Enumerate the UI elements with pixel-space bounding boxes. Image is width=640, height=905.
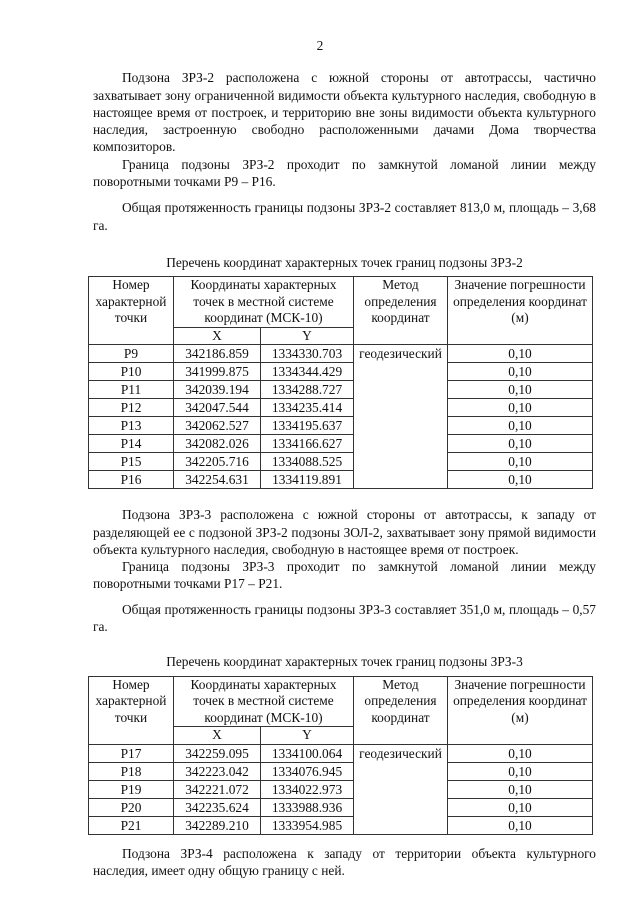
- cell-x: 342062.527: [174, 417, 261, 435]
- cell-x: 342223.042: [174, 762, 261, 780]
- header-x: X: [174, 327, 261, 345]
- cell-point: Р20: [89, 798, 174, 816]
- paragraph-zrz2-boundary: [93, 156, 596, 191]
- cell-x: 342047.544: [174, 399, 261, 417]
- cell-error: 0,10: [448, 363, 593, 381]
- cell-point: Р10: [89, 363, 174, 381]
- paragraph-text: Подзона ЗРЗ-4 расположена к западу от территории объекта культурного наследия, имеет одну общую границу с ней.: [93, 845, 596, 878]
- paragraph-zrz2-length: [93, 199, 596, 234]
- cell-point: Р16: [89, 471, 174, 489]
- table-row: [89, 798, 593, 816]
- cell-x: 342259.095: [174, 744, 261, 762]
- table-row: [89, 435, 593, 453]
- cell-point: Р15: [89, 453, 174, 471]
- table-row: [89, 816, 593, 834]
- cell-y: 1333988.936: [261, 798, 354, 816]
- cell-x: 341999.875: [174, 363, 261, 381]
- table-row: [89, 762, 593, 780]
- table-row: [89, 399, 593, 417]
- header-x: X: [174, 727, 261, 745]
- paragraph-text: Подзона ЗРЗ-2 расположена с южной стороны от автотрассы, частично захватывает зону ограниченной видимости объекта культурного наследия, свободную в настоящее время от построек, и территорию вне зоны видимости объекта культурного наследия, застроенную свободно расположенными дачами Дома творчества композиторов.: [93, 70, 596, 155]
- cell-error: 0,10: [448, 399, 593, 417]
- table1-caption: Перечень координат характерных точек границ подзоны ЗРЗ-2: [166, 254, 523, 270]
- cell-y: 1334330.703: [261, 345, 354, 363]
- cell-point: Р13: [89, 417, 174, 435]
- table-row: [89, 417, 593, 435]
- table-row: [89, 471, 593, 489]
- cell-error: 0,10: [448, 471, 593, 489]
- header-coordinates: Координаты характерных точек в местной системе координат (МСК-10): [174, 277, 354, 328]
- cell-error: 0,10: [448, 381, 593, 399]
- table-row: [89, 780, 593, 798]
- table-row: [89, 345, 593, 363]
- paragraph-zrz4-description: [93, 845, 596, 880]
- cell-error: 0,10: [448, 453, 593, 471]
- paragraph-text: Общая протяженность границы подзоны ЗРЗ-2 составляет 813,0 м, площадь – 3,68 га.: [93, 200, 596, 233]
- paragraph-text: Граница подзоны ЗРЗ-2 проходит по замкнутой ломаной линии между поворотными точками Р9 – Р16.: [93, 156, 596, 190]
- cell-y: 1334119.891: [261, 471, 354, 489]
- cell-y: 1334288.727: [261, 381, 354, 399]
- cell-x: 342039.194: [174, 381, 261, 399]
- cell-y: 1333954.985: [261, 816, 354, 834]
- paragraph-zrz2-description: [93, 69, 596, 155]
- cell-y: 1334076.945: [261, 762, 354, 780]
- cell-x: 342205.716: [174, 453, 261, 471]
- cell-y: 1334022.973: [261, 780, 354, 798]
- cell-error: 0,10: [448, 345, 593, 363]
- paragraph-zrz3-boundary: [93, 558, 596, 593]
- cell-error: 0,10: [448, 744, 593, 762]
- table-row: [89, 381, 593, 399]
- paragraph-text: Подзона ЗРЗ-3 расположена с южной стороны от автотрассы, к западу от разделяющей ее с подзоной ЗРЗ-2 подзоны ЗОЛ-2, захватывает зону прямой видимости объекта культурного наследия, свободную в настоящее время от построек.: [93, 507, 596, 557]
- cell-error: 0,10: [448, 798, 593, 816]
- table2-caption: Перечень координат характерных точек границ подзоны ЗРЗ-3: [166, 654, 523, 670]
- table-zrz3-coordinates: [88, 676, 593, 835]
- cell-y: 1334166.627: [261, 435, 354, 453]
- cell-x: 342186.859: [174, 345, 261, 363]
- paragraph-zrz3-length: [93, 601, 596, 636]
- cell-error: 0,10: [448, 816, 593, 834]
- cell-error: 0,10: [448, 762, 593, 780]
- cell-error: 0,10: [448, 417, 593, 435]
- cell-point: Р12: [89, 399, 174, 417]
- table-zrz2-coordinates: [88, 276, 593, 489]
- cell-y: 1334088.525: [261, 453, 354, 471]
- cell-x: 342221.072: [174, 780, 261, 798]
- cell-point: Р14: [89, 435, 174, 453]
- header-point-number: Номер характерной точки: [89, 676, 174, 744]
- header-error: Значение погрешности определения координат (м): [448, 676, 593, 744]
- page-number: 2: [316, 38, 324, 53]
- cell-x: 342289.210: [174, 816, 261, 834]
- cell-point: Р11: [89, 381, 174, 399]
- table-row: [89, 744, 593, 762]
- table-row: [89, 453, 593, 471]
- paragraph-text: Граница подзоны ЗРЗ-3 проходит по замкнутой ломаной линии между поворотными точками Р17 – Р21.: [93, 559, 596, 592]
- cell-error: 0,10: [448, 780, 593, 798]
- cell-y: 1334100.064: [261, 744, 354, 762]
- cell-point: Р17: [89, 744, 174, 762]
- cell-method: геодезический: [354, 744, 448, 834]
- cell-point: Р9: [89, 345, 174, 363]
- cell-point: Р21: [89, 816, 174, 834]
- cell-y: 1334195.637: [261, 417, 354, 435]
- cell-x: 342254.631: [174, 471, 261, 489]
- header-method: Метод определения координат: [354, 676, 448, 744]
- cell-x: 342235.624: [174, 798, 261, 816]
- header-y: Y: [261, 327, 354, 345]
- header-coordinates: Координаты характерных точек в местной системе координат (МСК-10): [174, 676, 354, 727]
- cell-method: геодезический: [354, 345, 448, 489]
- cell-x: 342082.026: [174, 435, 261, 453]
- cell-error: 0,10: [448, 435, 593, 453]
- paragraph-text: Общая протяженность границы подзоны ЗРЗ-3 составляет 351,0 м, площадь – 0,57 га.: [93, 601, 596, 635]
- cell-y: 1334344.429: [261, 363, 354, 381]
- table-row: [89, 363, 593, 381]
- header-error: Значение погрешности определения координат (м): [448, 277, 593, 345]
- header-method: Метод определения координат: [354, 277, 448, 345]
- header-point-number: Номер характерной точки: [89, 277, 174, 345]
- paragraph-zrz3-description: [93, 506, 596, 558]
- cell-point: Р18: [89, 762, 174, 780]
- cell-point: Р19: [89, 780, 174, 798]
- cell-y: 1334235.414: [261, 399, 354, 417]
- header-y: Y: [261, 727, 354, 745]
